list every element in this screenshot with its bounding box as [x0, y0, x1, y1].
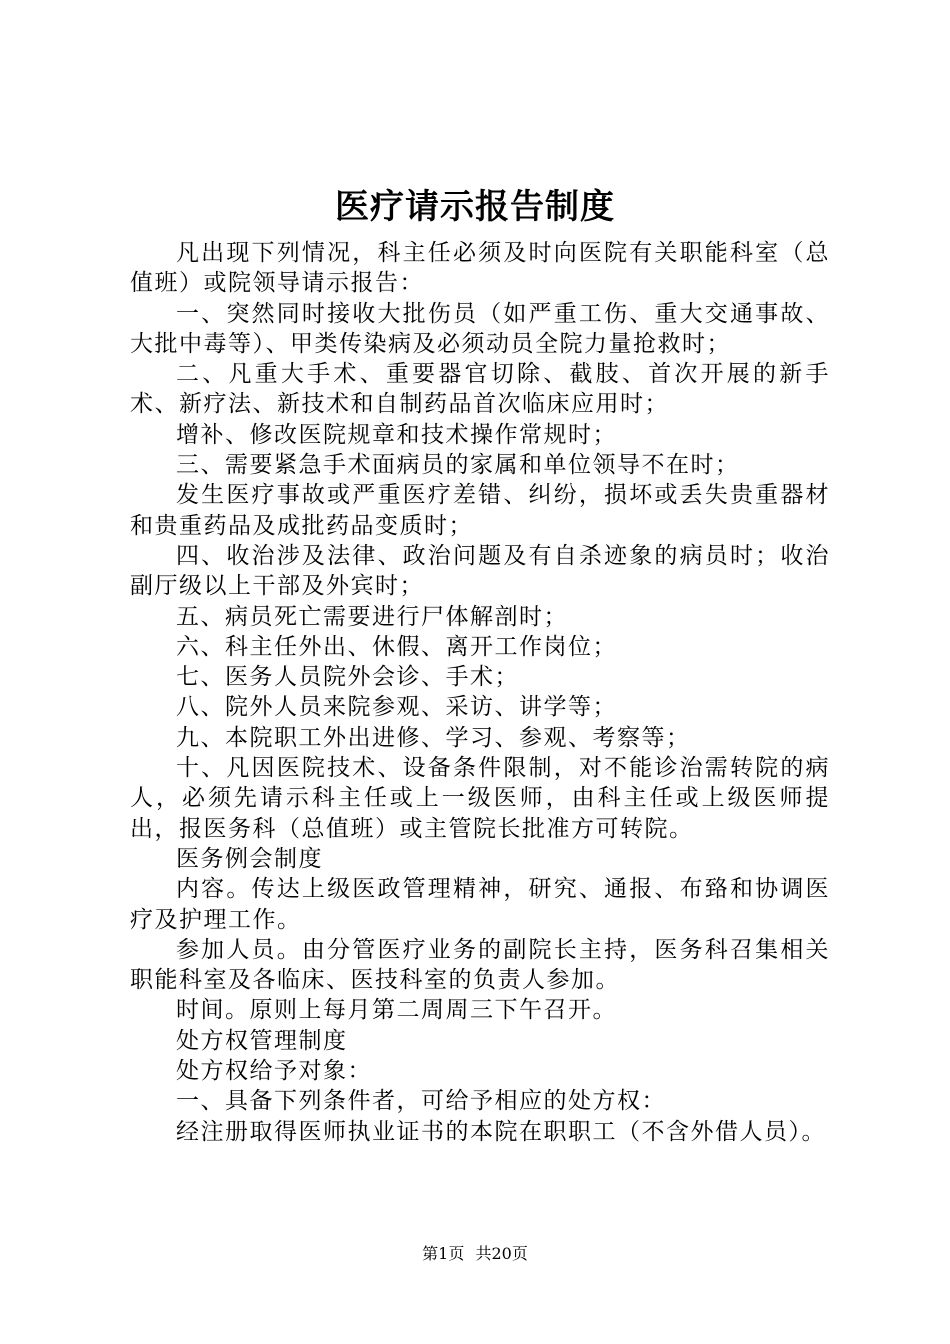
paragraph: 八、院外人员来院参观、采访、讲学等；	[176, 694, 617, 721]
paragraph: 九、本院职工外出进修、学习、参观、考察等；	[176, 724, 691, 751]
paragraph: 三、需要紧急手术面病员的家属和单位领导不在时；	[176, 452, 740, 479]
page-footer	[0, 1244, 950, 1264]
paragraph: 增补、修改医院规章和技术操作常规时；	[176, 421, 617, 448]
page-number: 第1页	[422, 1244, 465, 1263]
paragraph: 五、病员死亡需要进行尸体解剖时；	[176, 603, 568, 630]
paragraph: 一、具备下列条件者，可给予相应的处方权：	[176, 1088, 666, 1115]
section-heading: 医务例会制度	[176, 845, 323, 872]
paragraph: 二、凡重大手术、重要器官切除、截肢、首次开展的新手术、新疗法、新技术和自制药品首次临床应用时；	[130, 361, 830, 418]
paragraph: 四、收治涉及法律、政治问题及有自杀迹象的病员时；收治副厅级以上干部及外宾时；	[130, 542, 830, 600]
page-total: 共20页	[475, 1244, 528, 1263]
paragraph: 时间。原则上每月第二周周三下午召开。	[176, 997, 617, 1024]
paragraph: 经注册取得医师执业证书的本院在职职工（不含外借人员）。	[176, 1118, 826, 1145]
paragraph: 七、医务人员院外会诊、手术；	[176, 664, 519, 691]
paragraph: 处方权给予对象：	[176, 1058, 372, 1085]
paragraph: 凡出现下列情况，科主任必须及时向医院有关职能科室（总值班）或院领导请示报告：	[130, 240, 830, 297]
paragraph: 一、突然同时接收大批伤员（如严重工伤、重大交通事故、大批中毒等）、甲类传染病及必须动员全院力量抢救时；	[130, 300, 830, 357]
document-title: 医疗请示报告制度	[335, 187, 615, 227]
section-heading: 处方权管理制度	[176, 1027, 348, 1054]
paragraph: 发生医疗事故或严重医疗差错、纠纷，损坏或丢失贵重器材和贵重药品及成批药品变质时；	[130, 482, 830, 539]
paragraph: 内容。传达上级医政管理精神，研究、通报、布臵和协调医疗及护理工作。	[130, 876, 830, 933]
paragraph: 十、凡因医院技术、设备条件限制，对不能诊治需转院的病人，必须先请示科主任或上一级医师，由科主任或上级医师提出，报医务科（总值班）或主管院长批准方可转院。	[130, 755, 830, 842]
document-body	[130, 238, 830, 1147]
paragraph: 六、科主任外出、休假、离开工作岗位；	[176, 633, 617, 660]
paragraph: 参加人员。由分管医疗业务的副院长主持，医务科召集相关职能科室及各临床、医技科室的负责人参加。	[130, 936, 830, 994]
